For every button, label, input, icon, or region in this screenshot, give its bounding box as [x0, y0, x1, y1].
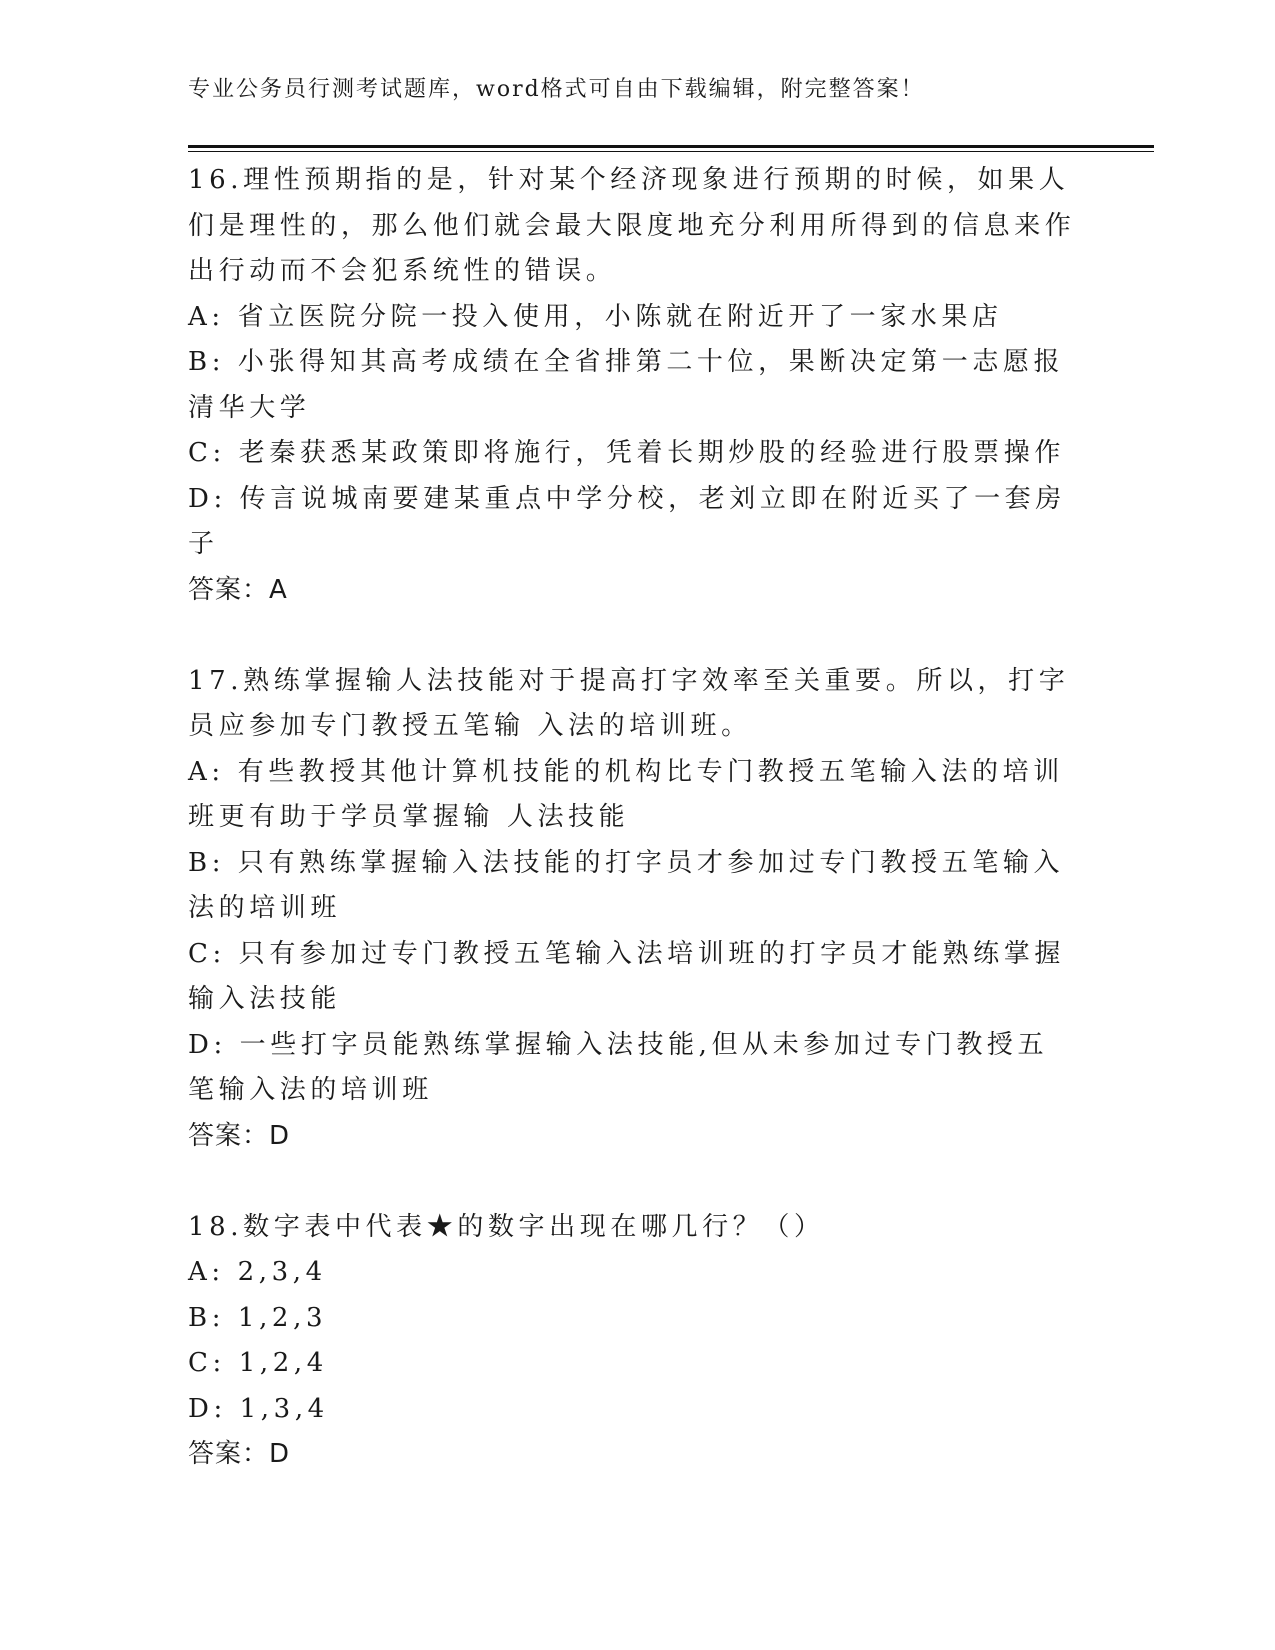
question-18 [188, 1205, 1078, 1478]
option-a: A: 2,3,4 [188, 1257, 327, 1287]
option-a: A: 有些教授其他计算机技能的机构比专门教授五笔输入法的培训班更有助于学员掌握输 人法技能 [188, 756, 1064, 832]
option-b: B: 小张得知其高考成绩在全省排第二十位，果断决定第一志愿报清华大学 [188, 347, 1065, 423]
page-header: 专业公务员行测考试题库，word格式可自由下载编辑，附完整答案！ [188, 77, 925, 102]
option-c: C: 1,2,4 [188, 1348, 328, 1378]
option-b: B: 只有熟练掌握输入法技能的打字员才参加过专门教授五笔输入法的培训班 [188, 847, 1065, 923]
option-d: D: 传言说城南要建某重点中学分校，老刘立即在附近买了一套房子 [188, 483, 1066, 559]
answer: 答案：D [188, 1439, 291, 1469]
option-d: D: 一些打字员能熟练掌握输入法技能,但从未参加过专门教授五笔输入法的培训班 [188, 1029, 1049, 1105]
option-d: D: 1,3,4 [188, 1393, 329, 1424]
question-stem: 16.理性预期指的是，针对某个经济现象进行预期的时候，如果人们是理性的，那么他们就会最大限度地充分利用所得到的信息来作出行动而不会犯系统性的错误。 [188, 165, 1076, 286]
option-c: C: 老秦获悉某政策即将施行，凭着长期炒股的经验进行股票操作 [188, 438, 1065, 468]
header-rule-thin [188, 151, 1154, 152]
question-list [188, 158, 1078, 1523]
header-rule-thick [188, 145, 1154, 148]
option-c: C: 只有参加过专门教授五笔输入法培训班的打字员才能熟练掌握输入法技能 [188, 938, 1065, 1014]
question-stem: 18.数字表中代表★的数字出现在哪几行？（） [188, 1211, 825, 1242]
question-stem: 17.熟练掌握输人法技能对于提高打字效率至关重要。所以，打字员应参加专门教授五笔输 入法的培训班。 [188, 665, 1070, 741]
answer: 答案：D [188, 1120, 291, 1151]
option-a: A: 省立医院分院一投入使用，小陈就在附近开了一家水果店 [188, 301, 1003, 332]
question-17 [188, 659, 1078, 1160]
answer: 答案：A [188, 574, 288, 605]
question-16 [188, 158, 1078, 613]
option-b: B: 1,2,3 [188, 1302, 328, 1333]
